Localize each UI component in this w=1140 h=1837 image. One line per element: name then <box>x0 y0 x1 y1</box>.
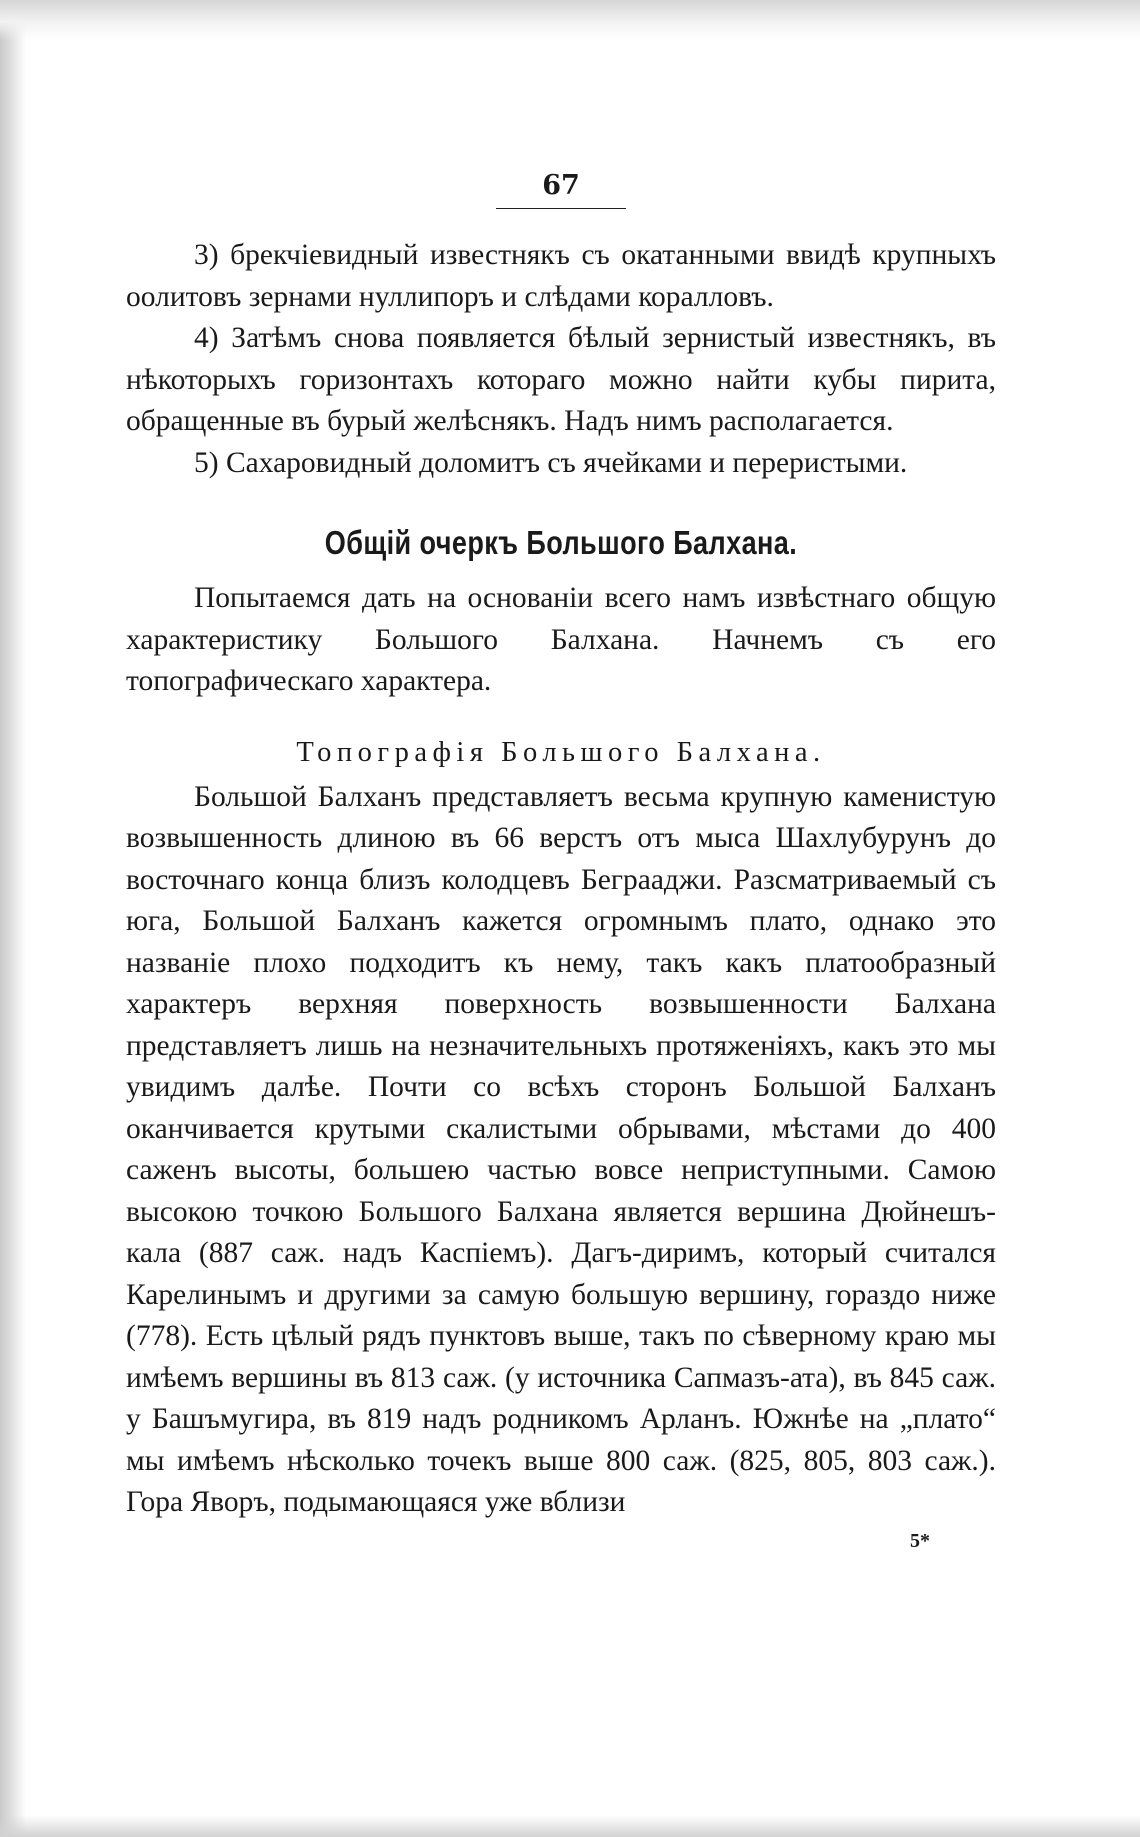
list-item-4: 4) Затѣмъ снова появляется бѣлый зернистый известнякъ, въ нѣкоторыхъ горизонтахъ котораго можно найти кубы пирита, обращенные въ бурый желѣснякъ. Надъ нимъ располагается. <box>126 322 996 437</box>
page-number-rule <box>496 208 626 209</box>
scan-shadow-top <box>0 0 1140 40</box>
list-block <box>126 235 996 484</box>
subsection-heading: Топографiя Большого Балхана. <box>296 736 826 768</box>
list-item-3: 3) брекчiевидный известнякъ съ окатанными ввидѣ крупныхъ оолитовъ зернами нуллипоръ и слѣдами кораллoвъ. <box>126 239 996 313</box>
subsection-body-paragraph: Большой Балханъ представляетъ весьма крупную каменистую возвышенность длиною въ 66 верстъ отъ мыса Шахлубурунъ до восточнаго конца близъ колодцевъ Беграаджи. Разсматриваемый съ юга, Большой Балханъ кажется огромнымъ плато, однако это названiе плохо подходитъ къ нему, такъ какъ платообразный характеръ верхняя поверхность возвышенности Балхана представляетъ лишь на незначительныхъ протяженiяхъ, какъ это мы увидимъ далѣе. Почти со всѣхъ сторонъ Большой Балханъ оканчивается крутыми скалистыми обрывами, мѣстами до 400 саженъ высоты, большею частью вовсе неприступными. Самою высокою точкою Большого Балхана является вершина Дюйнешъ-кала (887 саж. надъ Каспiемъ). Дагъ-диримъ, который считался Карелинымъ и другими за самую большую вершину, гораздо ниже (778). Есть цѣлый рядъ пунктовъ выше, такъ по сѣверному краю мы имѣемъ вершины въ 813 саж. (у источника Сапмазъ-ата), въ 845 саж. у Башъмугира, въ 819 надъ родникомъ Арланъ. Южнѣе на „плато“ мы имѣемъ нѣсколько точекъ выше 800 саж. (825, 805, 803 саж.). Гора Яворъ, подымающаяся уже вблизи <box>126 780 996 1518</box>
page-number: 67 <box>542 170 580 201</box>
section-heading: Общiй очеркъ Большого Балхана. <box>324 524 798 561</box>
scan-shadow-bottom <box>0 1815 1140 1837</box>
book-page <box>126 168 996 1553</box>
signature-mark: 5* <box>910 1529 930 1552</box>
list-item-5: 5) Сахаровидный доломитъ съ ячейками и перeристыми. <box>194 446 908 479</box>
scan-shadow-left <box>0 0 26 1837</box>
section-intro-paragraph: Попытаемся дать на основанiи всего намъ извѣстнаго общую характеристику Большого Балхана. Начнемъ съ его топографическаго характера. <box>126 582 996 697</box>
